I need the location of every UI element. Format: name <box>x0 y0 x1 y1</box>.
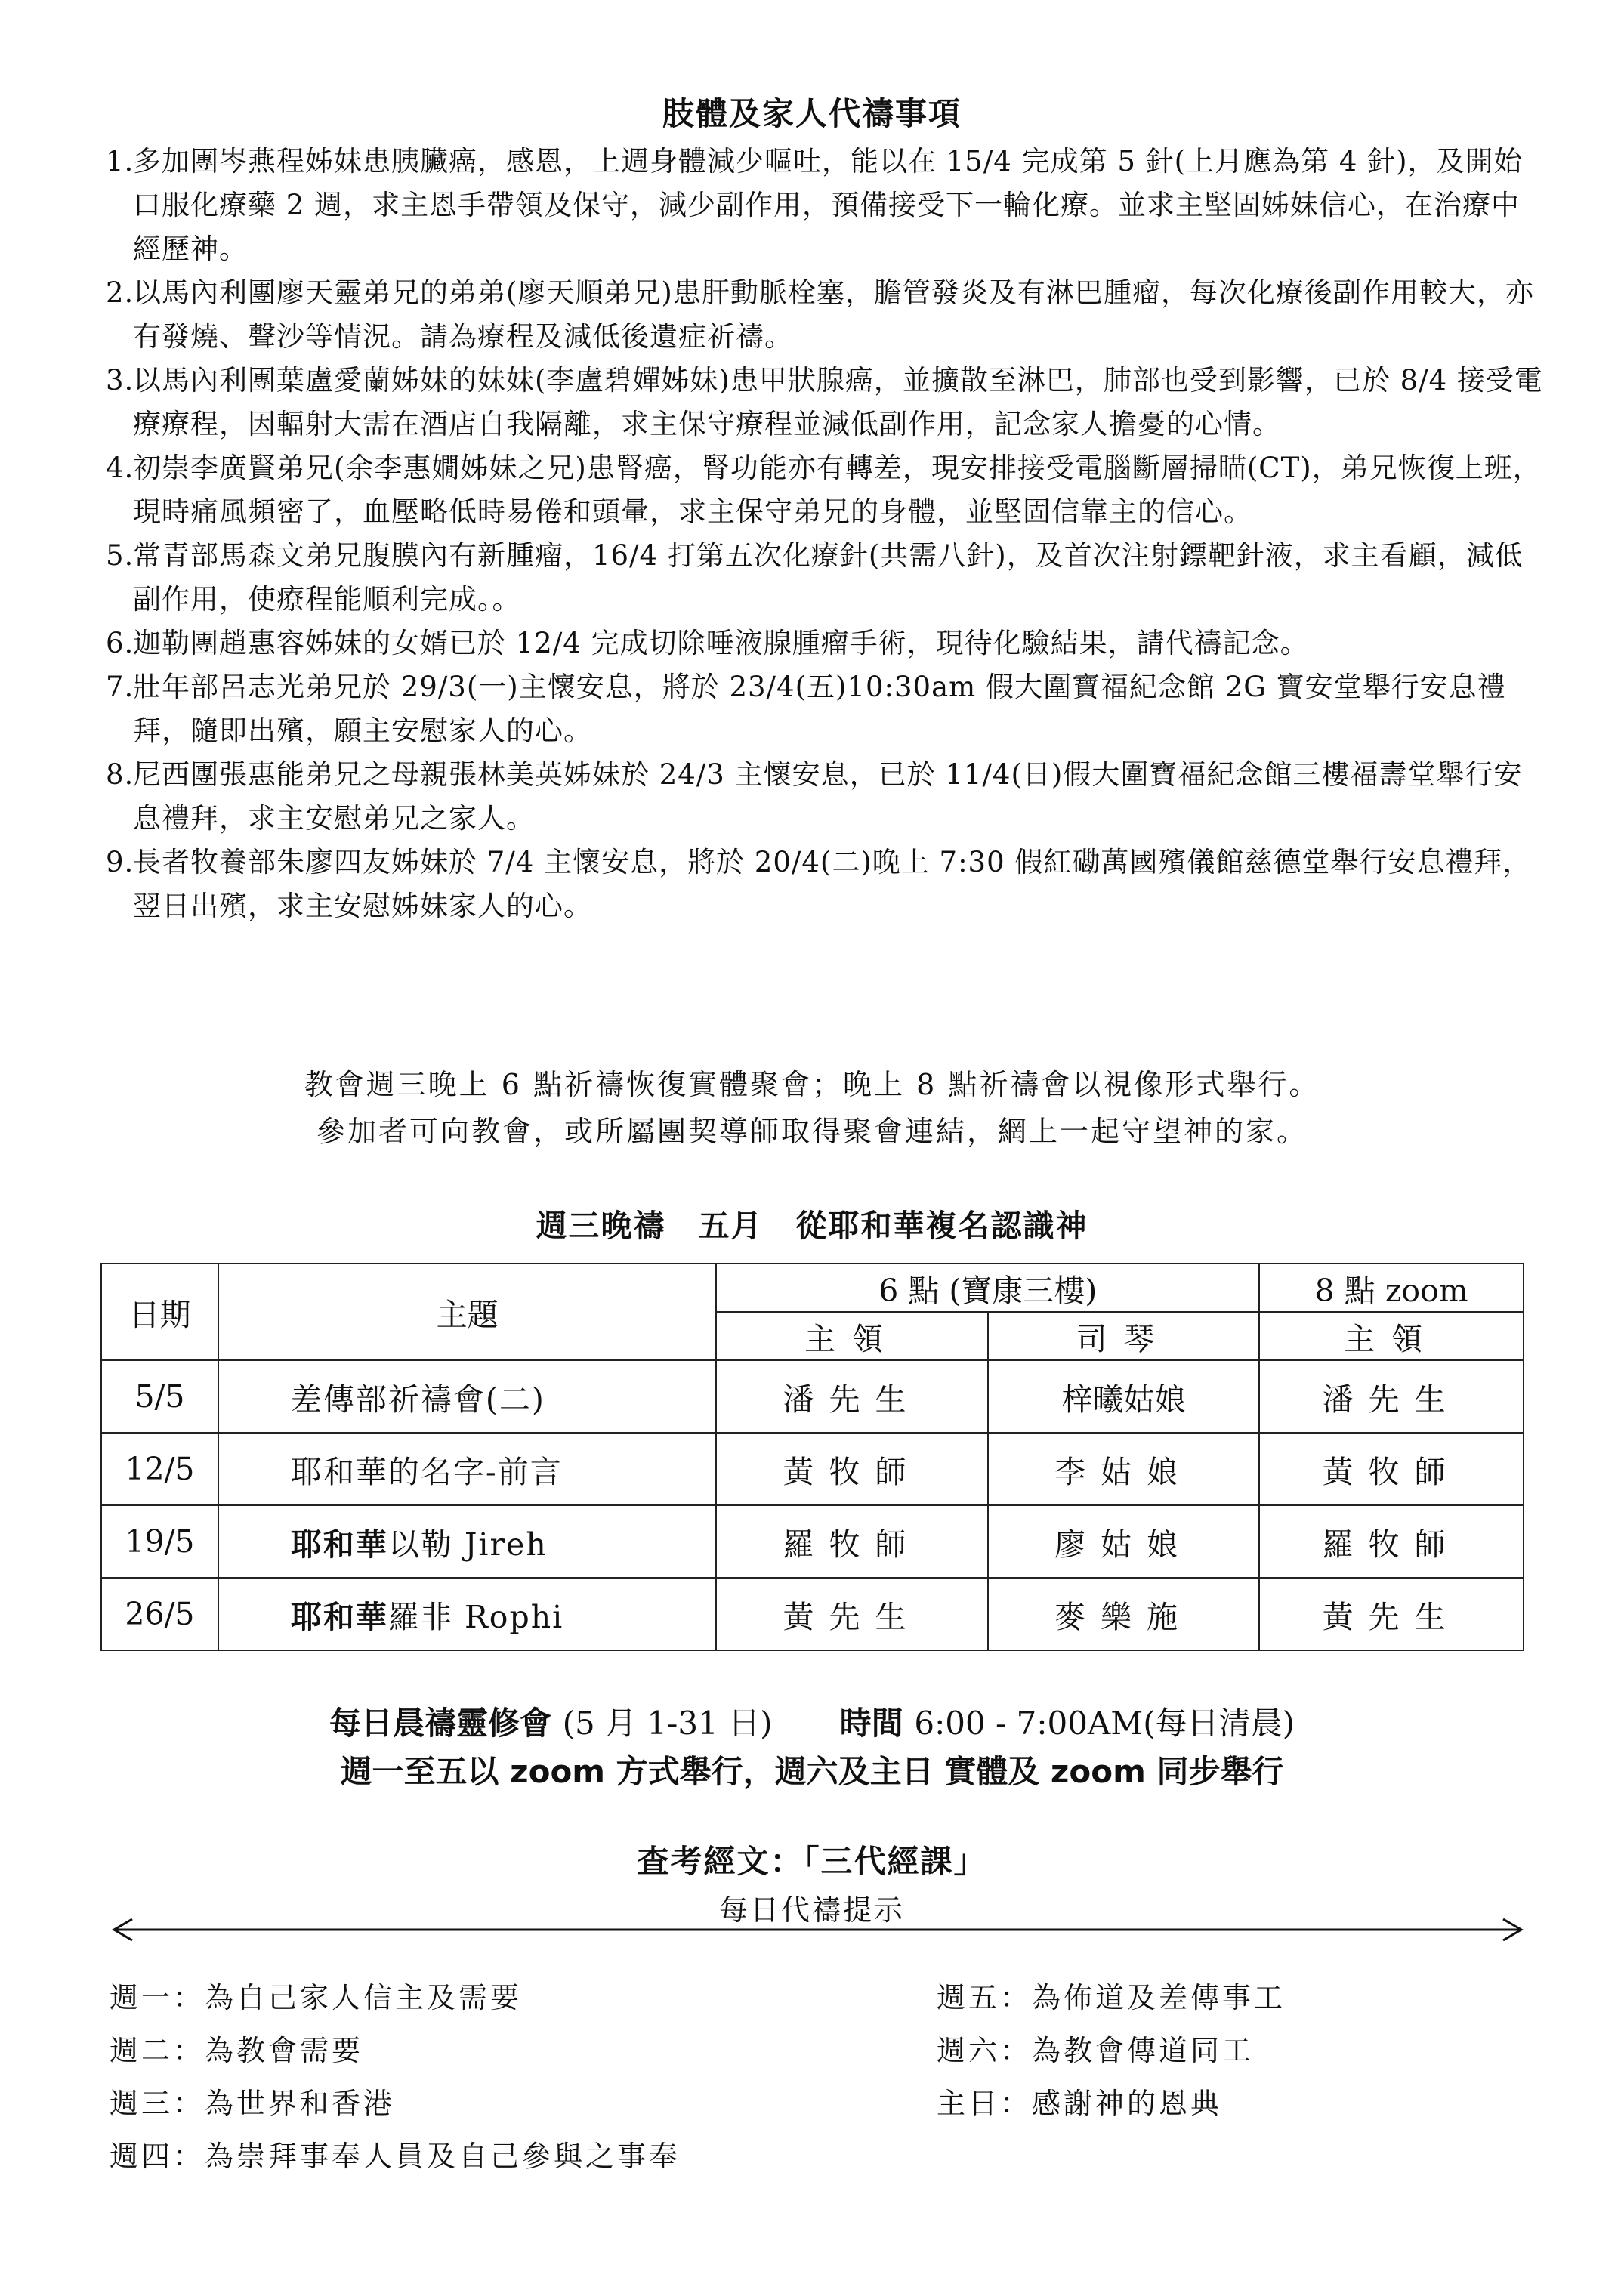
reference-subtitle: 每日代禱提示 <box>718 1893 905 1927</box>
list-item <box>106 271 1548 359</box>
notice-line: 教會週三晚上 6 點祈禱恢復實體聚會；晚上 8 點祈禱會以視像形式舉行。 <box>304 1068 1320 1101</box>
daily-item: 週五：為佈道及差傳事工 <box>937 1981 1286 2014</box>
item-number: 5. <box>106 539 134 572</box>
schedule-title: 週三晚禱 五月 從耶和華複名認識神 <box>536 1208 1088 1244</box>
cell-topic <box>218 1433 716 1505</box>
item-number: 1. <box>106 145 134 177</box>
item-number: 2. <box>106 276 134 309</box>
daily-item: 週三：為世界和香港 <box>110 2087 396 2120</box>
table-header-row <box>101 1264 1524 1312</box>
list-item <box>106 665 1548 753</box>
item-number: 4. <box>106 452 134 484</box>
daily-item: 週二：為教會需要 <box>110 2034 364 2067</box>
cell-lead-zoom: 黃先生 <box>1259 1578 1524 1650</box>
header-lead: 主領 <box>716 1312 988 1360</box>
notice-line: 參加者可向教會，或所屬團契導師取得聚會連結，網上一起守望神的家。 <box>316 1115 1308 1148</box>
item-text: 以馬內利團廖天靈弟兄的弟弟(廖天順弟兄)患肝動脈栓塞，膽管發炎及有淋巴腫瘤，每次化療後副作用較大，亦有發燒、聲沙等情況。請為療程及減低後遺症祈禱。 <box>133 276 1534 353</box>
morning-prayer-info <box>0 1699 1624 1796</box>
item-text: 初崇李廣賢弟兄(余李惠嫺姊妹之兄)患腎癌，腎功能亦有轉差，現安排接受電腦斷層掃瞄(CT)，弟兄恢復上班，現時痛風頻密了，血壓略低時易倦和頭暈，求主保守弟兄的身體，並堅固信靠主的信心。 <box>133 452 1542 528</box>
morning-name: 每日晨禱靈修會 <box>329 1705 551 1742</box>
header-topic: 主題 <box>218 1264 716 1360</box>
morning-time: 6:00 - 7:00AM(每日清晨) <box>914 1705 1295 1742</box>
cell-date: 19/5 <box>101 1505 218 1578</box>
topic-bold: 耶和華 <box>290 1598 388 1635</box>
daily-item: 週六：為教會傳道同工 <box>937 2034 1255 2067</box>
daily-prayer-list-left <box>110 1971 681 2183</box>
header-piano: 司琴 <box>988 1312 1260 1360</box>
table-row <box>101 1578 1524 1650</box>
morning-line-1 <box>0 1699 1624 1748</box>
item-number: 6. <box>106 627 134 659</box>
double-arrow-icon <box>110 1915 1526 1945</box>
daily-item: 週四：為崇拜事奉人員及自己參與之事奉 <box>110 2140 681 2173</box>
header-date: 日期 <box>101 1264 218 1360</box>
item-number: 7. <box>106 671 134 703</box>
topic-text: 以勒 Jireh <box>387 1526 548 1563</box>
morning-time-label: 時間 <box>839 1705 903 1742</box>
item-text: 長者牧養部朱廖四友姊妹於 7/4 主懷安息，將於 20/4(二)晚上 7:30 假紅磡萬國殯儀館慈德堂舉行安息禮拜，翌日出殯，求主安慰姊妹家人的心。 <box>133 846 1532 922</box>
cell-topic <box>218 1360 716 1433</box>
cell-lead: 潘先生 <box>716 1360 988 1433</box>
page-title: 肢體及家人代禱事項 <box>662 95 962 132</box>
cell-date: 5/5 <box>101 1360 218 1433</box>
table-row <box>101 1360 1524 1433</box>
header-eight: 8 點 zoom <box>1259 1264 1524 1312</box>
item-text: 常青部馬森文弟兄腹膜內有新腫瘤，16/4 打第五次化療針(共需八針)，及首次注射鏢靶針液，求主看顧，減低副作用，使療程能順利完成。。 <box>133 539 1524 616</box>
header-six: 6 點 (寶康三樓) <box>716 1264 1259 1312</box>
reference-title: 查考經文：「三代經課」 <box>637 1843 987 1880</box>
list-item <box>106 841 1548 928</box>
table-row <box>101 1433 1524 1505</box>
list-item <box>106 446 1548 534</box>
cell-lead: 黃先生 <box>716 1578 988 1650</box>
item-text: 多加團岑燕程姊妹患胰臟癌，感恩，上週身體減少嘔吐，能以在 15/4 完成第 5 針(上月應為第 4 針)，及開始口服化療藥 2 週，求主恩手帶領及保守，減少副作用，預備接受下一輪化療。並求主堅固姊妹信心，在治療中經歷神。 <box>133 145 1523 265</box>
cell-date: 26/5 <box>101 1578 218 1650</box>
cell-piano: 麥樂施 <box>988 1578 1260 1650</box>
daily-item: 週一：為自己家人信主及需要 <box>110 1981 523 2014</box>
list-item <box>106 753 1548 841</box>
topic-text: 羅非 Rophi <box>387 1598 564 1635</box>
item-text: 迦勒團趙惠容姊妹的女婿已於 12/4 完成切除唾液腺腫瘤手術，現待化驗結果，請代禱記念。 <box>133 627 1309 659</box>
daily-item: 主日：感謝神的恩典 <box>937 2087 1223 2120</box>
item-number: 8. <box>106 758 134 791</box>
item-text: 尼西團張惠能弟兄之母親張林美英姊妹於 24/3 主懷安息，已於 11/4(日)假大圍寶福紀念館三樓福壽堂舉行安息禮拜，求主安慰弟兄之家人。 <box>133 758 1523 835</box>
topic-text: 差傳部祈禱會(二) <box>290 1381 545 1418</box>
cell-lead-zoom: 羅牧師 <box>1259 1505 1524 1578</box>
cell-piano: 廖姑娘 <box>988 1505 1260 1578</box>
list-item <box>106 359 1548 446</box>
cell-date: 12/5 <box>101 1433 218 1505</box>
morning-dates: (5 月 1-31 日) <box>562 1705 773 1742</box>
cell-piano: 李姑娘 <box>988 1433 1260 1505</box>
cell-lead-zoom: 黃牧師 <box>1259 1433 1524 1505</box>
topic-bold: 耶和華 <box>290 1526 388 1563</box>
cell-topic <box>218 1505 716 1578</box>
list-item <box>106 140 1548 271</box>
cell-lead-zoom: 潘先生 <box>1259 1360 1524 1433</box>
list-item <box>106 622 1548 665</box>
item-number: 3. <box>106 364 134 397</box>
morning-line-2: 週一至五以 zoom 方式舉行，週六及主日 實體及 zoom 同步舉行 <box>340 1753 1284 1790</box>
topic-text: 耶和華的名字-前言 <box>290 1453 563 1490</box>
header-lead-zoom: 主領 <box>1259 1312 1524 1360</box>
cell-topic <box>218 1578 716 1650</box>
daily-prayer-list-right <box>937 1971 1286 2130</box>
item-text: 壯年部呂志光弟兄於 29/3(一)主懷安息，將於 23/4(五)10:30am 假大圍寶福紀念館 2G 寶安堂舉行安息禮拜，隨即出殯，願主安慰家人的心。 <box>133 671 1506 747</box>
schedule-table <box>100 1263 1524 1651</box>
cell-lead: 黃牧師 <box>716 1433 988 1505</box>
cell-piano: 梓曦姑娘 <box>988 1360 1260 1433</box>
item-text: 以馬內利團葉盧愛蘭姊妹的妹妹(李盧碧嬋姊妹)患甲狀腺癌，並擴散至淋巴，肺部也受到影響，已於 8/4 接受電療療程，因輻射大需在酒店自我隔離，求主保守療程並減低副作用，記念家人擔憂的心情。 <box>133 364 1543 440</box>
list-item <box>106 534 1548 622</box>
cell-lead: 羅牧師 <box>716 1505 988 1578</box>
item-number: 9. <box>106 846 134 878</box>
table-row <box>101 1505 1524 1578</box>
meeting-notice <box>0 1061 1624 1155</box>
prayer-list <box>106 140 1548 928</box>
